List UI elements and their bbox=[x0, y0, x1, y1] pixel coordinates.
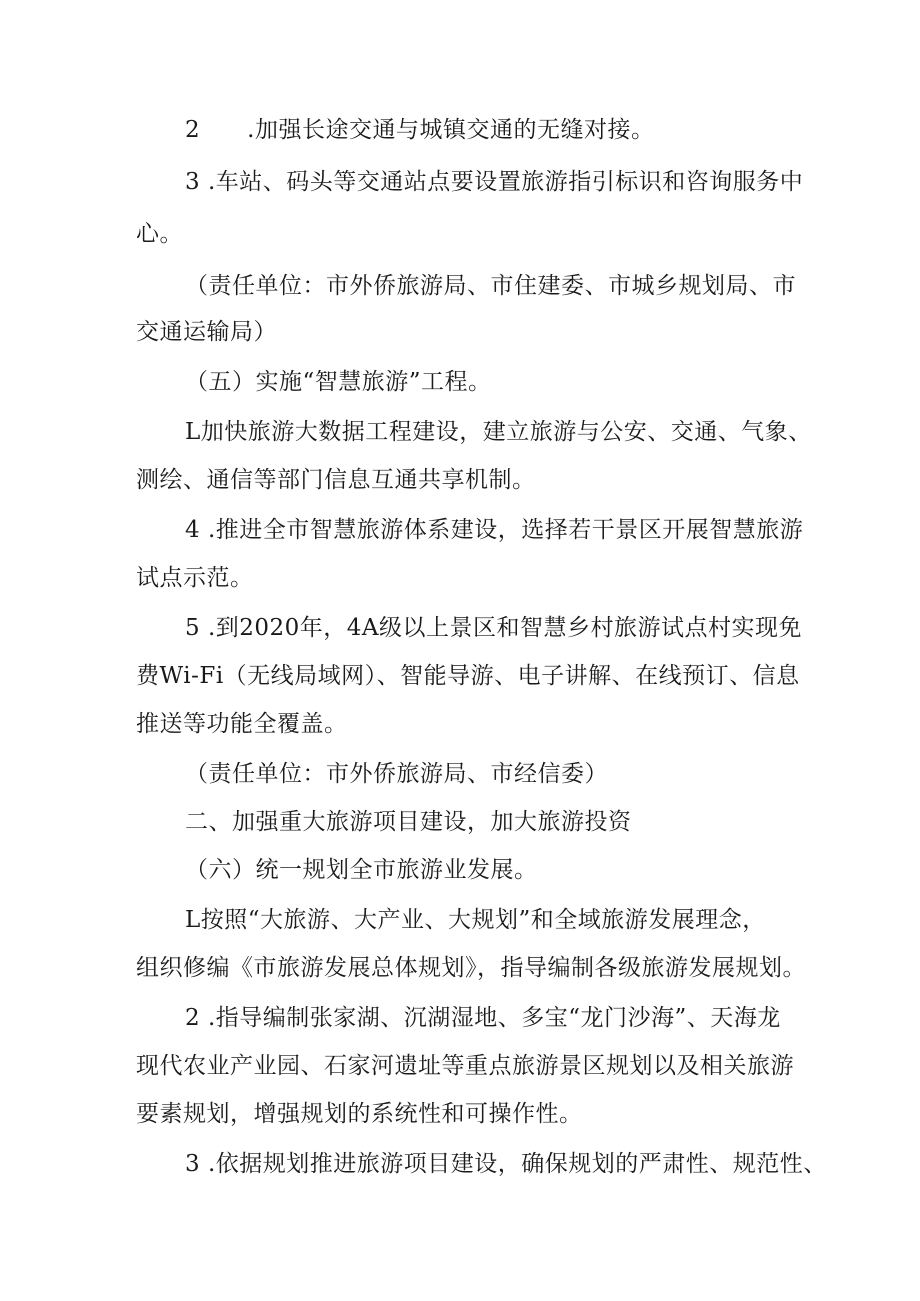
item-5-line-2: 费Wi-Fi（无线局域网）、智能导游、电子讲解、在线预订、信息 bbox=[136, 663, 800, 689]
responsibility-1-line-2: 交通运输局） bbox=[136, 319, 277, 345]
item-2-line-1: 2 .加强长途交通与城镇交通的无缝对接。 bbox=[185, 117, 655, 143]
item-l2-line-2: 组织修编《市旅游发展总体规划》，指导编制各级旅游发展规划。 bbox=[136, 955, 806, 981]
item-3-line-2: 心。 bbox=[136, 221, 183, 247]
responsibility-1-line-1: （责任单位：市外侨旅游局、市住建委、市城乡规划局、市 bbox=[185, 273, 796, 299]
item-3b-line-1: 3 .依据规划推进旅游项目建设，确保规划的严肃性、规范性、 bbox=[185, 1151, 827, 1177]
item-2b-line-3: 要素规划，增强规划的系统性和可操作性。 bbox=[136, 1101, 583, 1127]
item-4-line-2: 试点示范。 bbox=[136, 565, 254, 591]
item-5-line-1: 5 .到2020年，4A级以上景区和智慧乡村旅游试点村实现免 bbox=[185, 615, 803, 641]
section-6-heading: （六）统一规划全市旅游业发展。 bbox=[185, 857, 538, 883]
item-l2-line-1: L按照“大旅游、大产业、大规划”和全域旅游发展理念， bbox=[185, 907, 766, 933]
item-l1-line-2: 测绘、通信等部门信息互通共享机制。 bbox=[136, 467, 536, 493]
section-5-heading: （五）实施“智慧旅游”工程。 bbox=[185, 369, 492, 395]
item-2b-line-1: 2 .指导编制张家湖、沉湖湿地、多宝“龙门沙海”、天海龙 bbox=[185, 1005, 781, 1031]
item-2b-line-2: 现代农业产业园、石家河遗址等重点旅游景区规划以及相关旅游 bbox=[136, 1053, 794, 1079]
responsibility-2: （责任单位：市外侨旅游局、市经信委） bbox=[185, 761, 608, 787]
item-5-line-3: 推送等功能全覆盖。 bbox=[136, 711, 348, 737]
item-4-line-1: 4 .推进全市智慧旅游体系建设，选择若干景区开展智慧旅游 bbox=[185, 517, 804, 543]
item-3-line-1: 3 .车站、码头等交通站点要设置旅游指引标识和咨询服务中 bbox=[185, 169, 804, 195]
item-l1-line-1: L加快旅游大数据工程建设，建立旅游与公安、交通、气象、 bbox=[185, 419, 812, 445]
chapter-2-heading: 二、加强重大旅游项目建设，加大旅游投资 bbox=[185, 809, 632, 835]
